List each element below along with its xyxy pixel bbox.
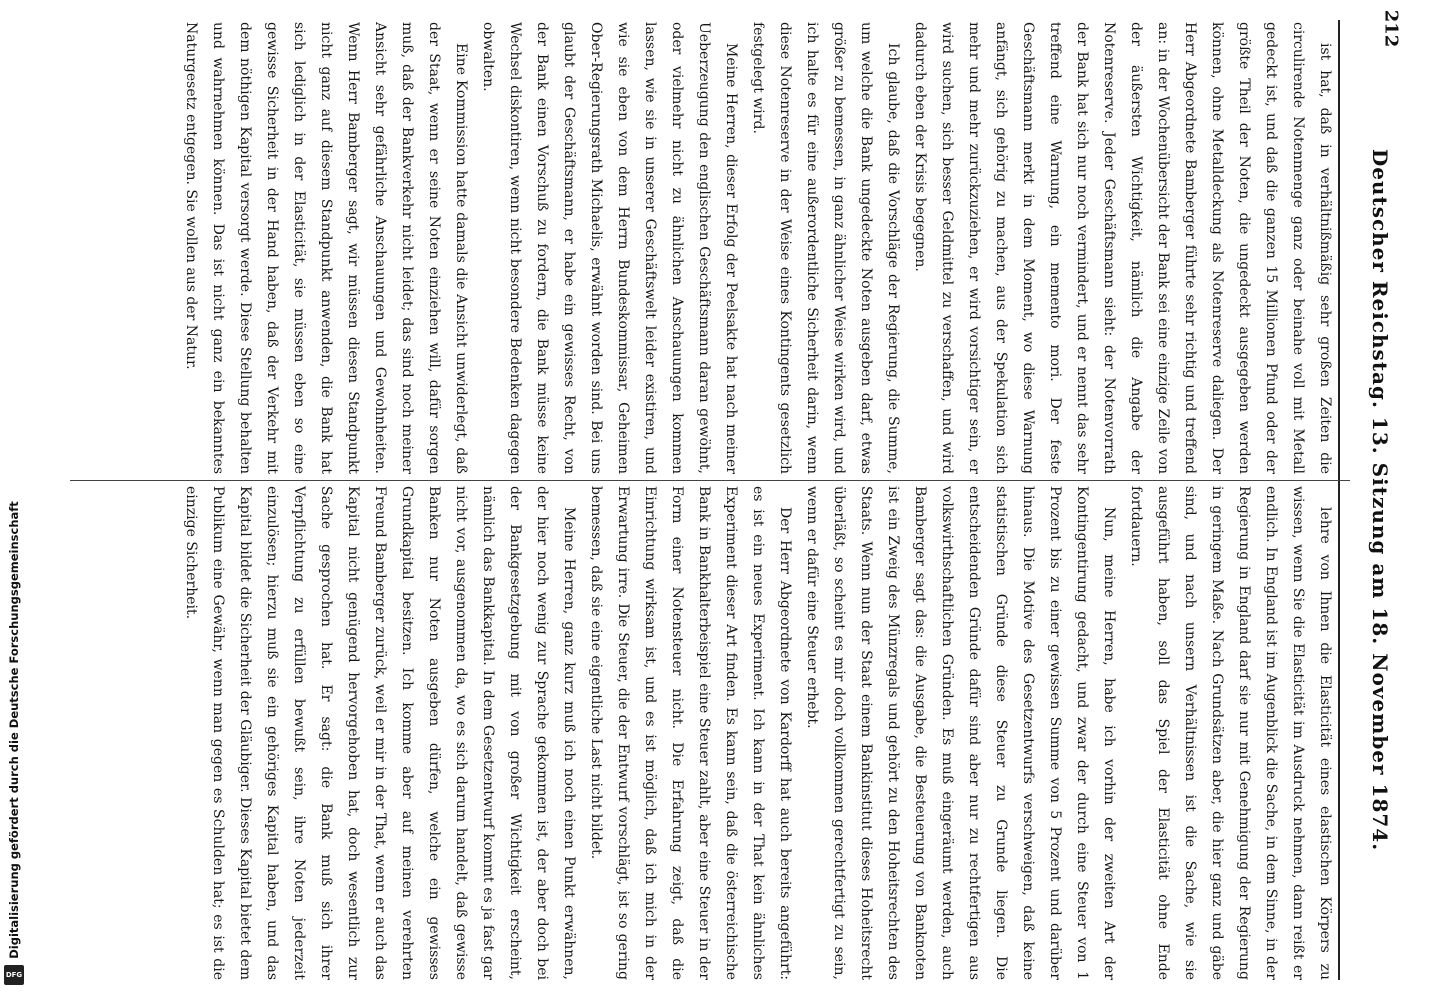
paragraph: lehre von Ihnen die Elasticität eines elastischen Körpers zu wissen, wenn Sie die Elasticität im Ausdruck nehmen, dann reißt er endlich. In England ist im Augenblick die Sache, in dem Sinne, in der Regierung in England darf sie nur mit Genehmigung der Regierung in geringem Maße. Nach Grundsätzen aber, die hier ganz und gäbe sind, und nach unsern Verhältnissen ist die Sache, wie sie ausgeführt haben, soll das Spiel der Elasticität ohne Ende fortdauern. (1128, 486, 1333, 980)
paragraph: Der Herr Abgeordnete von Kardorff hat auch bereits angeführt: es ist ein neues Experiment. Ich kann in der That kein ähnliches Experiment dieser Art finden. Es kann sein, daß die österreichische Bank in Bankhalterbeispiel eine Steuer zahlt, aber eine Steuer in der Form einer Notensteuer nicht. Die Erfahrung zeigt, daß die Einrichtung wirksam ist, und es ist möglich, daß ich mich in der Erwartung irre. Die Steuer, die der Entwurf vorschlägt, ist so gering bemessen, daß sie eine eigentliche Last nicht bildet. (588, 486, 793, 980)
running-header (1350, 20, 1410, 980)
paragraph: Eine Kommission hatte damals die Ansicht unwiderlegt, daß der Staat, wenn er seine Noten einziehen will, dafür sorgen muß, daß der Bankverkehr nicht leidet; das sind noch meiner Ansicht sehr gefährliche Anschauungen und Gewohnheiten. Wenn Herr Bamberger sagt, wir müssen diesen Standpunkt nicht ganz auf diesem Standpunkt anwenden, die Bank hat sich lediglich in der Elasticität, sie müssen eben so eine gewisse Sicherheit in der Hand haben, daß der Verkehr mit dem nöthigen Kapital versorgt werde. Diese Stellung behalten und wahrnehmen können. Das ist nicht ganz ein bekanntes Naturgesetz entgegen. Sie wollen aus der Natur. (183, 22, 469, 474)
header-rule (1338, 20, 1340, 980)
paragraph: Nun, meine Herren, habe ich vorhin der zweiten Art der Kontingentirung gedacht, und zwar der durch eine Steuer von 1 Prozent bis zu einer gewissen Summe von 5 Prozent und darüber hinaus. Die Motive des Gesetzentwurfs verschweigen, daß keine statistischen Gründe diese Steuer zu Grunde liegen. Die entscheidenden Gründe dafür sind aber nur zu rechtfertigen aus volkswirthschaftlichen Gründen. Es muß eingeräumt werden, auch Bamberger sagt das: die Ausgabe, die Besteuerung von Banknoten ist ein Zweig des Münzregals und gehört zu den Hoheitsrechten des Staats. Wenn nun der Staat einem Bankinstitut dieses Hoheitsrecht überläßt, so scheint es mir doch vollkommen gerechtfertigt zu sein, wenn er dafür eine Steuer erhebt. (804, 486, 1117, 980)
credit-text: Digitalisierung gefördert durch die Deutsche Forschungsgemeinschaft (7, 501, 21, 959)
text-column-top (70, 22, 1338, 474)
text-column-bottom-body (70, 486, 1338, 980)
paragraph: ist hat, daß in verhältnißmäßig sehr großen Zeiten die circulirende Notenmenge ganz oder beinahe voll mit Metall gedeckt ist, und daß die ganzen 15 Millionen Pfund oder der größte Theil der Noten, die ungedeckt ausgegeben werden können, ohne Metalldeckung als Notenreserve daliegen. Der Herr Abgeordnete Bamberger führte sehr richtig und treffend an: in der Wochenübersicht der Bank sei eine einzige Zeile von der äußersten Wichtigkeit, nämlich die Angabe der Notenreserve. Jeder Geschäftsmann sieht: der Notenvorrath der Bank hat sich nur noch vermindert, und er nennt das sehr treffend eine Warnung, ein memento mori. Der feste Geschäftsmann merkt in dem Moment, wo diese Warnung anfängt, sich gehörig zu machen, aus der Spekulation sich mehr und mehr zurückzuziehen, er wird vorsichtiger sein, er wird suchen, sich besser Geldmittel zu verschaffen, und wird dadurch eben der Krisis begegnen. (912, 22, 1333, 474)
digitization-credit (2, 470, 26, 990)
column-divider (70, 480, 1350, 481)
page-number: 212 (1380, 9, 1402, 48)
header-title: Deutscher Reichstag. 13. Sitzung am 18. November 1874. (1368, 148, 1392, 852)
paragraph: Ich glaube, daß die Vorschläge der Regierung, die Summe, um welche die Bank ungedeckte Noten ausgeben darf, etwas größer zu bemessen, in ganz ähnlicher Weise wirken wird, und ich halte es für eine außerordentliche Sicherheit darin, wenn diese Notenreserve in der Weise eines Kontingents gesetzlich festgelegt wird. (750, 22, 901, 474)
paragraph: Meine Herren, ganz kurz muß ich noch einen Punkt erwähnen, der hier noch wenig zur Sprache gekommen ist, der aber doch bei der Bankgesetzgebung mit von großer Wichtigkeit erscheint, nämlich das Bankkapital. In dem Gesetzentwurf kommt es ja fast gar nicht vor, ausgenommen da, wo es sich darum handelt, daß gewisse Banken nur Noten ausgeben dürfen, welche ein gewisses Grundkapital besitzen. Ich komme aber auf meinen verehrten Freund Bamberger zurück, weil er mir in der That, wenn er auch das Kapital nicht genügend hervorgehoben hat, doch wesentlich zur Sache gesprochen hat. Er sagt: die Bank muß sich ihrer Verpflichtung zu erfüllen bewußt sein, ihre Noten jederzeit einzulösen; hierzu muß sie ein gehöriges Kapital haben, und das Kapital bildet die Sicherheit der Gläubiger. Dieses Kapital bietet dem Publikum eine Gewähr, wenn man gegen es Schulden hat; es ist die einzige Sicherheit. (183, 486, 577, 980)
dfg-logo: DFG (4, 965, 24, 985)
paragraph: Meine Herren, dieser Erfolg der Peelsakte hat nach meiner Ueberzeugung den englischen Geschäftsmann daran gewöhnt, oder vielmehr nicht zu ähnlichen Anschauungen kommen lassen, wie sie in unserer Geschäftswelt leider existiren, und wie sie eben von dem Herrn Bundeskommissar, Geheimen Ober-Regierungsrath Michaelis, erwähnt worden sind. Bei uns glaubt der Geschäftsmann, er habe ein gewisses Recht, von der Bank einen Vorschuß zu fordern, die Bank müsse keine Wechsel diskontiren, wenn nicht besondere Bedenken dagegen obwalten. (480, 22, 739, 474)
text-column-bottom (70, 486, 1338, 980)
text-column-top-body (70, 22, 1338, 474)
